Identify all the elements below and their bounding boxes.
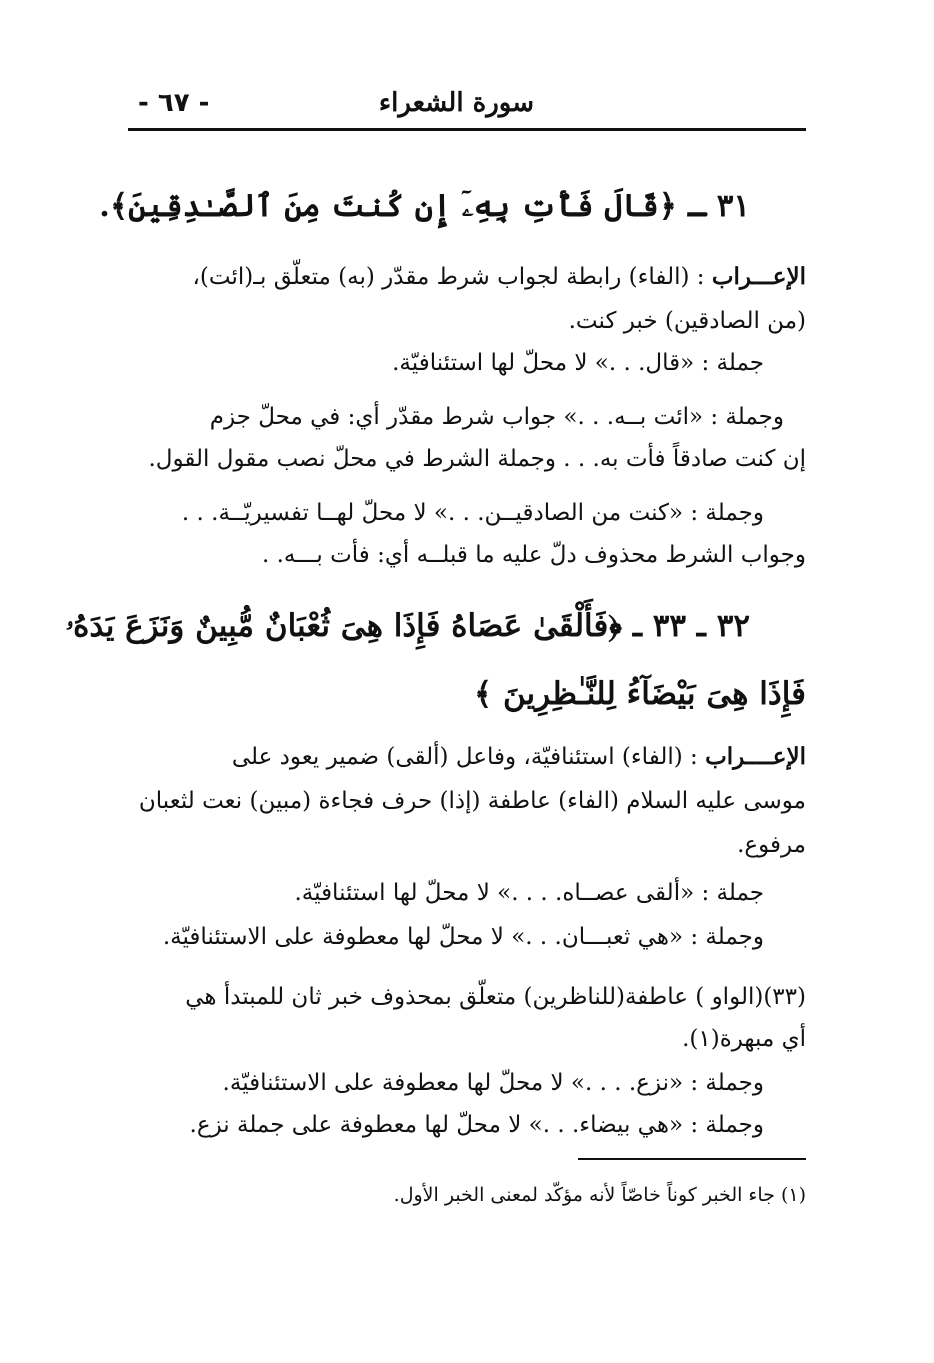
text-line: موسى عليه السلام (الفاء) عاطفة (إذا) حرف فجاءة (مبين) نعت لثعبان [138, 788, 806, 814]
irab-text: : (الفاء) استئنافيّة، وفاعل (ألقى) ضمير يعود على [231, 744, 698, 770]
verse-32-33-line-2: فَإِذَا هِىَ بَيْضَآءُ لِلنَّـٰظِرِينَ ﴾ [474, 676, 806, 712]
text-line: وجملة : «نزع. . . .» لا محلّ لها معطوفة على الاستئنافيّة. [222, 1070, 764, 1096]
text-line: أي مبهرة(١). [682, 1026, 806, 1052]
irab-label: الإعـــراب [711, 263, 806, 290]
irab-line-1 [193, 260, 807, 294]
irab-label: الإعــــراب [705, 743, 806, 770]
text-line: إن كنت صادقاً فأت به. . . وجملة الشرط في محلّ نصب مقول القول. [148, 446, 806, 472]
text-line: وجملة : «ائت بــه. . .» جواب شرط مقدّر أي: في محلّ جزم [209, 404, 784, 430]
text-line: (٣٣)(الواو ) عاطفة(للناظرين) متعلّق بمحذوف خبر ثان للمبتدأ هي [185, 984, 806, 1010]
verse-31: ٣١ ـ ﴿قَالَ فَأْتِ بِهِۦٓ إِن كُنتَ مِنَ ٱلصَّـٰدِقِينَ﴾. [99, 188, 750, 224]
text-line: (من الصادقين) خبر كنت. [568, 308, 806, 334]
footnote: (١) جاء الخبر كوناً خاصّاً لأنه مؤكّد لمعنى الخبر الأول. [393, 1184, 806, 1206]
text-line: جملة : «ألقى عصــاه. . . .» لا محلّ لها استئنافيّة. [294, 880, 764, 906]
text-line: وجواب الشرط محذوف دلّ عليه ما قبلــه أي: فأت بـــه. . [261, 542, 806, 568]
irab-text: : (الفاء) رابطة لجواب شرط مقدّر (به) متعلّق بـ(ائت)، [192, 264, 705, 290]
verse-32-33-line-1: ٣٢ ـ ٣٣ ـ ﴿فَأَلْقَىٰ عَصَاهُ فَإِذَا هِىَ ثُعْبَانٌ مُّبِينٌ وَنَزَعَ يَدَهُۥ [65, 608, 750, 644]
surah-title: سورة الشعراء [378, 88, 534, 118]
page-number: - ٦٧ - [138, 88, 210, 118]
irab-line-2 [232, 740, 806, 774]
footnote-divider [578, 1158, 806, 1160]
page-header [128, 88, 806, 124]
text-line: وجملة : «هي بيضاء. . .» لا محلّ لها معطوفة على جملة نزع. [189, 1112, 764, 1138]
text-line: وجملة : «كنت من الصادقيــن. . .» لا محلّ لهــا تفسيريّــة. . . [181, 500, 764, 526]
text-line: مرفوع. [737, 832, 806, 858]
text-line: وجملة : «هي ثعبـــان. . .» لا محلّ لها معطوفة على الاستئنافيّة. [162, 924, 764, 950]
text-line: جملة : «قال. . .» لا محلّ لها استئنافيّة. [392, 350, 764, 376]
header-divider [128, 128, 806, 131]
